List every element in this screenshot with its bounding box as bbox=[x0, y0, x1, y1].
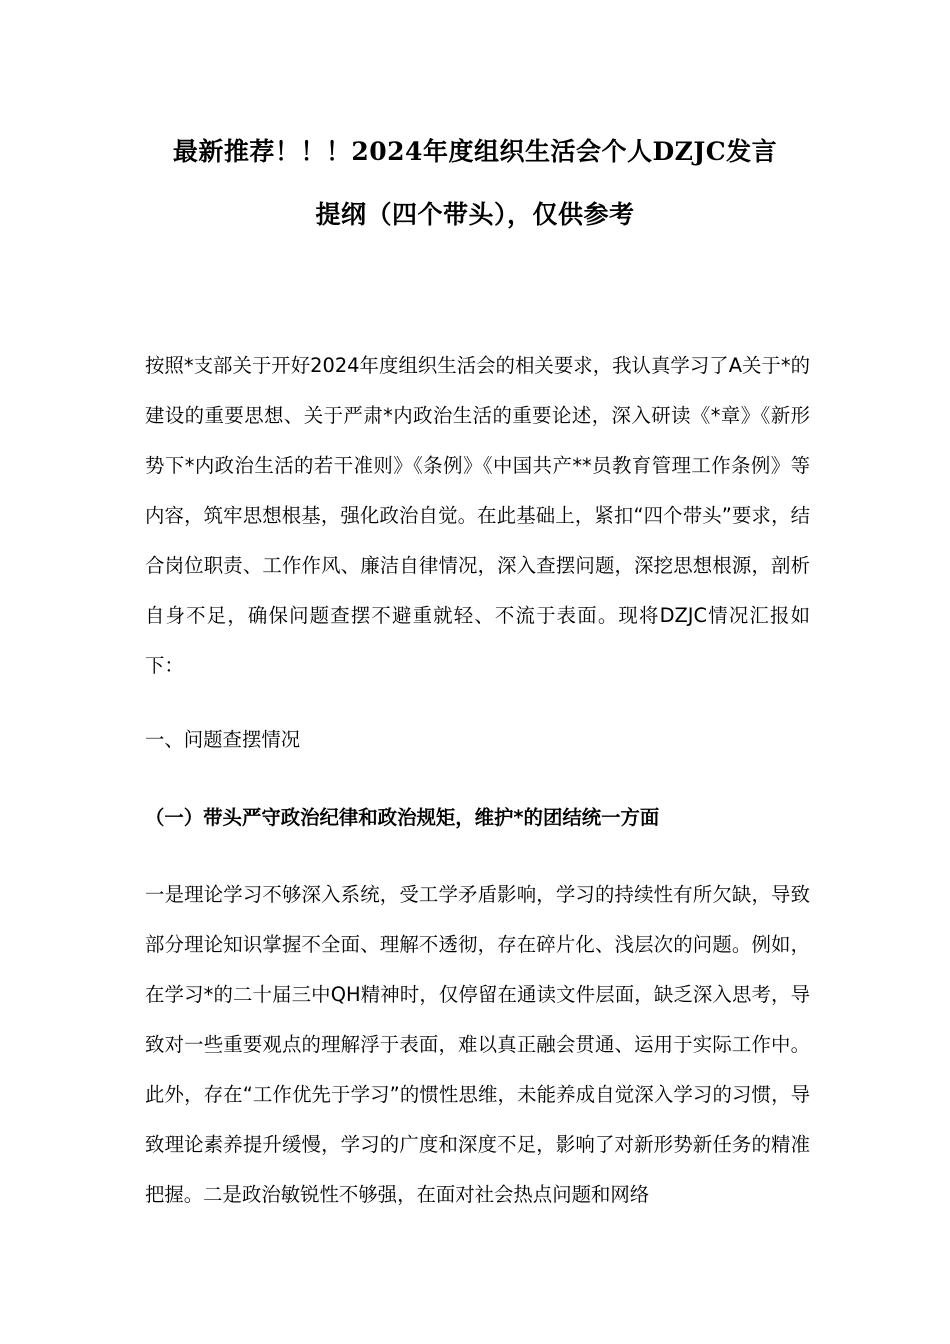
section-heading: 一、问题查摆情况 bbox=[145, 728, 301, 751]
intro-paragraph: 按照*支部关于开好2024年度组织生活会的相关要求，我认真学习了A关于*的建设的重要思想、关于严肃*内政治生活的重要论述，深入研读《*章》《新形势下*内政治生活的若干准则》《条例》《中国共产**员教育管理工作条例》等内容，筑牢思想根基，强化政治自觉。在此基础上，紧扣“四个带头”要求，结合岗位职责、工作作风、廉洁自律情况，深入查摆问题，深挖思想根源，剖析自身不足，确保问题查摆不避重就轻、不流于表面。现将DZJC情况汇报如下： bbox=[145, 354, 810, 677]
document-title-line-1: 最新推荐！！！2024年度组织生活会个人DZJC发言 bbox=[172, 137, 778, 166]
problem-paragraph: 一是理论学习不够深入系统，受工学矛盾影响，学习的持续性有所欠缺，导致部分理论知识掌握不全面、理解不透彻，存在碎片化、浅层次的问题。例如，在学习*的二十届三中QH精神时，仅停留在通读文件层面，缺乏深入思考，导致对一些重要观点的理解浮于表面，难以真正融会贯通、运用于实际工作中。此外，存在“工作优先于学习”的惯性思维，未能养成自觉深入学习的习惯，导致理论素养提升缓慢，学习的广度和深度不足，影响了对新形势新任务的精准把握。二是政治敏锐性不够强，在面对社会热点问题和网络 bbox=[145, 883, 810, 1206]
document-title-line-2: 提纲（四个带头），仅供参考 bbox=[315, 200, 635, 229]
subsection-heading: （一）带头严守政治纪律和政治规矩，维护*的团结统一方面 bbox=[145, 806, 660, 829]
